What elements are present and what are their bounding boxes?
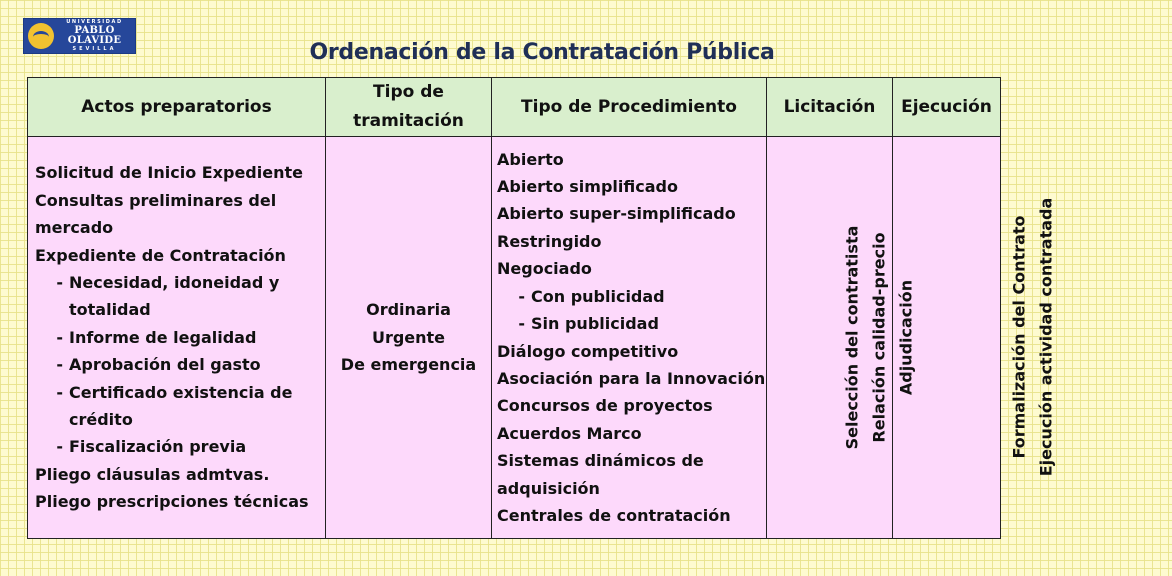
tramitacion-urgente: Urgente — [371, 327, 446, 347]
tramitacion-ordinaria: Ordinaria — [366, 300, 451, 320]
actos-line: Consultas preliminares del — [35, 190, 277, 210]
header-actos-preparatorios: Actos preparatorios — [28, 78, 326, 137]
procedimiento-subitem — [497, 310, 762, 337]
header-tipo-tramitacion: Tipo de tramitación — [326, 78, 492, 137]
bullet-dash: - — [56, 382, 63, 402]
subitem-text: Necesidad, idoneidad y — [69, 272, 280, 292]
procedimiento-item: Acuerdos Marco — [497, 423, 642, 443]
licitacion-line: Selección del contratista — [842, 225, 862, 450]
subitem-text: Aprobación del gasto — [69, 355, 261, 375]
actos-line: Pliego prescripciones técnicas — [35, 492, 309, 512]
actos-subitem — [35, 433, 321, 460]
subitem-text: Fiscalización previa — [69, 437, 247, 457]
procedimiento-item: Concursos de proyectos — [497, 396, 713, 416]
actos-line: mercado — [35, 218, 114, 238]
actos-subitem — [35, 379, 321, 406]
actos-subitem — [35, 324, 321, 351]
table-body-row — [28, 137, 1001, 539]
bullet-dash: - — [56, 327, 63, 347]
header-tipo-procedimiento: Tipo de Procedimiento — [492, 78, 767, 137]
contracting-table — [27, 77, 1056, 539]
procedimiento-item: Abierto super-simplificado — [497, 204, 736, 224]
actos-subitem — [35, 351, 321, 378]
actos-line: Expediente de Contratación — [35, 245, 286, 265]
header-ejecucion: Ejecución — [893, 78, 1001, 137]
licitacion-line: Adjudicación — [896, 279, 916, 395]
licitacion-cell — [767, 137, 916, 539]
logo-university-text: UNIVERSIDAD — [66, 19, 123, 25]
procedimiento-item: Abierto — [497, 149, 564, 169]
bullet-dash: - — [518, 286, 525, 306]
header-licitacion: Licitación — [767, 78, 893, 137]
procedimiento-item: Abierto simplificado — [497, 177, 678, 197]
subitem-text: Certificado existencia de — [69, 382, 293, 402]
subitem-continuation: totalidad — [69, 300, 151, 320]
licitacion-line: Relación calidad-precio — [869, 232, 889, 443]
procedimiento-item: adquisición — [497, 478, 600, 498]
subitem-continuation: crédito — [69, 410, 133, 430]
actos-line: Pliego cláusulas admtvas. — [35, 464, 270, 484]
subitem-text: Informe de legalidad — [69, 327, 257, 347]
tramitacion-emergencia: De emergencia — [340, 355, 477, 375]
tipo-tramitacion-cell — [326, 137, 492, 539]
licitacion-vertical-text — [838, 225, 919, 449]
actos-preparatorios-cell — [28, 137, 326, 539]
procedimiento-item: Centrales de contratación — [497, 505, 731, 525]
ejecucion-line: Formalización del Contrato — [1009, 215, 1029, 459]
actos-subitem — [35, 269, 321, 296]
subitem-text: Sin publicidad — [531, 314, 659, 334]
procedimiento-item: Negociado — [497, 259, 592, 279]
procedimiento-item: Sistemas dinámicos de — [497, 451, 704, 471]
tipo-procedimiento-cell — [492, 137, 767, 539]
ejecucion-vertical-text — [1005, 198, 1059, 477]
logo-name-text: PABLO OLAVIDE — [67, 25, 122, 46]
logo-city-text: SEVILLA — [72, 46, 117, 52]
table-header-row — [28, 78, 1001, 137]
bullet-dash: - — [56, 437, 63, 457]
bullet-dash: - — [518, 314, 525, 334]
bullet-dash: - — [56, 355, 63, 375]
bullet-dash: - — [56, 272, 63, 292]
actos-line: Solicitud de Inicio Expediente — [35, 163, 303, 183]
procedimiento-item: Restringido — [497, 231, 602, 251]
subitem-text: Con publicidad — [531, 286, 665, 306]
procedimiento-subitem — [497, 283, 762, 310]
procedimiento-item: Asociación para la Innovación — [497, 368, 766, 388]
ejecucion-line: Ejecución actividad contratada — [1036, 198, 1056, 477]
procedimiento-item: Diálogo competitivo — [497, 341, 679, 361]
slide-title: Ordenación de la Contratación Pública — [309, 40, 775, 65]
